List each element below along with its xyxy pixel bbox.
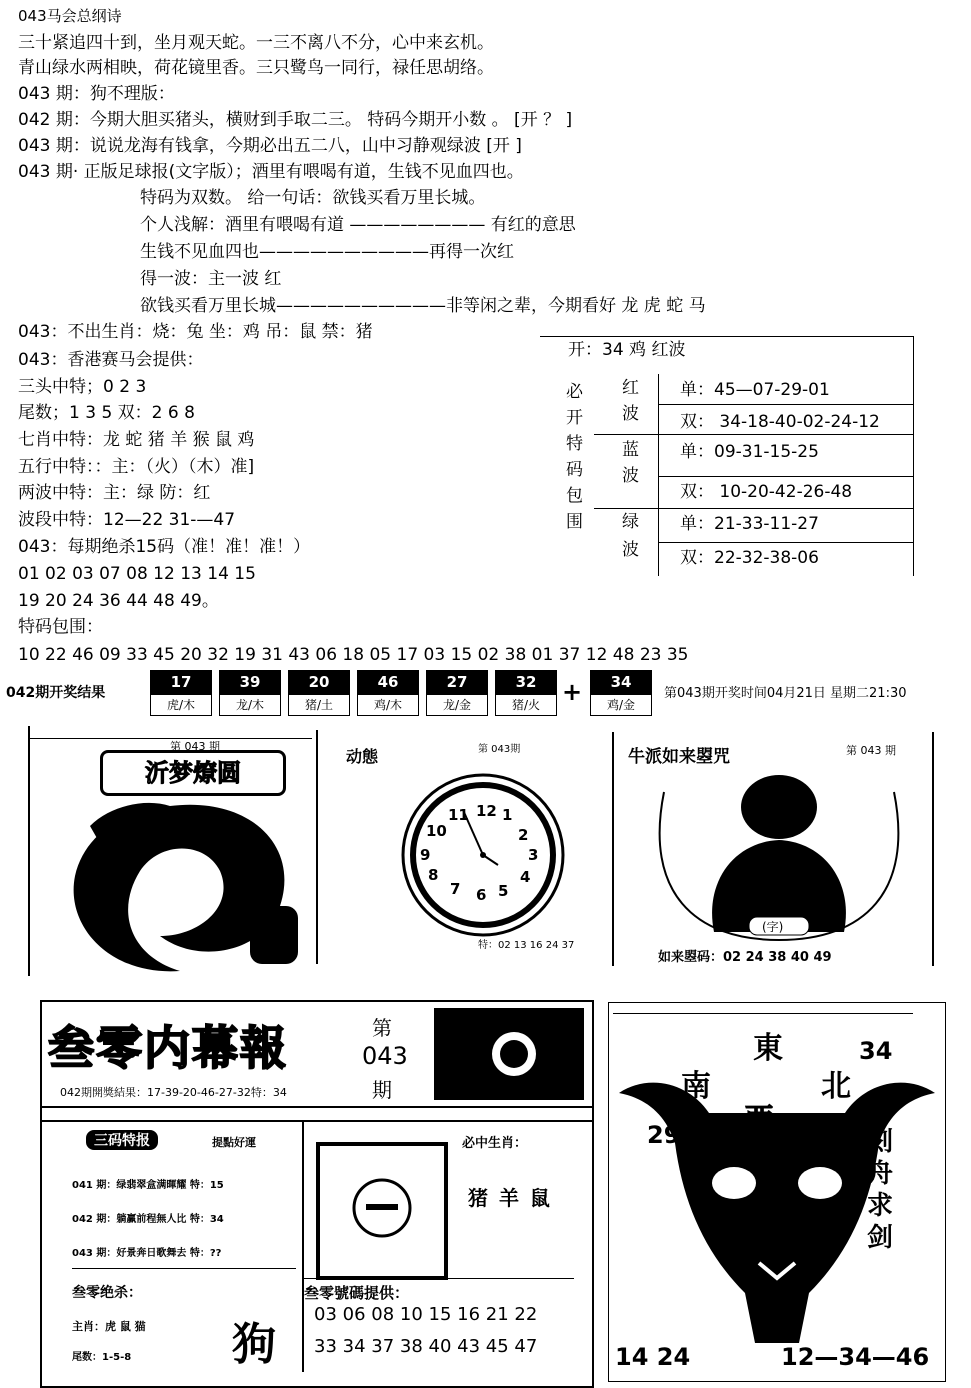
face-icon <box>320 1146 444 1276</box>
idiom-char-3: 求 <box>867 1191 894 1221</box>
panel-buddha <box>612 732 934 966</box>
pred-line-2: 043：香港赛马会提供： <box>18 350 204 370</box>
red-wave-label-1: 红 <box>622 378 639 398</box>
special-ball <box>590 670 652 716</box>
special-number-box <box>540 336 914 576</box>
blue-shuang: 双： 10-20-42-26-48 <box>680 482 853 502</box>
idiom-char-2: 舟 <box>867 1159 894 1189</box>
page-title: 043马会总纲诗 <box>18 7 122 25</box>
result-ball <box>219 670 281 716</box>
panel4-nums-row-2: 33 34 37 38 40 43 45 47 <box>314 1336 538 1357</box>
panel4-emblem-icon <box>434 1008 584 1100</box>
panel2-footer: 特：02 13 16 24 37 <box>478 940 575 951</box>
panel4-issue-num: 043 <box>362 1042 408 1070</box>
ball-number: 46 <box>357 670 419 694</box>
clock-num-5: 5 <box>498 882 509 900</box>
next-draw-time: 第043期开奖时间04月21日 星期二21:30 <box>664 686 907 701</box>
panel4-bullseye-value: 猪 羊 鼠 <box>468 1186 552 1210</box>
panel4-nums-row-1: 03 06 08 10 15 16 21 22 <box>314 1304 538 1325</box>
compass-east: 東 <box>753 1031 783 1066</box>
ball-zodiac: 鸡/木 <box>357 694 419 716</box>
result-ball <box>150 670 212 716</box>
result-ball <box>357 670 419 716</box>
panel-clock <box>316 730 604 964</box>
clock-num-7: 7 <box>450 880 461 898</box>
ball-number: 17 <box>150 670 212 694</box>
pred-line-9: 043：每期绝杀15码（准！准！准！） <box>18 537 311 557</box>
panel4-logo <box>434 1008 584 1100</box>
panel4-past-3: 043 期：好景奔日歌舞去 特：?? <box>72 1248 222 1259</box>
panel5-bottom-right: 12—34—46 <box>781 1343 930 1371</box>
result-ball <box>495 670 557 716</box>
panel5-num-34: 34 <box>859 1037 893 1065</box>
pred-line-5: 七肖中特：龙 蛇 猪 羊 猴 鼠 鸡 <box>18 430 255 450</box>
blue-wave-label-2: 波 <box>622 466 639 486</box>
compass-north: 北 <box>821 1069 851 1104</box>
pred-line-6: 五行中特：：主：（火）（木）准] <box>18 457 255 477</box>
pred-line-1: 043：不出生肖：烧：兔 坐：鸡 吊：鼠 禁：猪 <box>18 322 373 342</box>
ball-zodiac: 猪/土 <box>288 694 350 716</box>
hint-3: 生钱不见血四也——————————再得一次红 <box>140 242 514 262</box>
blue-wave-label-1: 蓝 <box>622 440 639 460</box>
vortex-icon <box>50 786 310 976</box>
hint-4: 得一波：主一波 红 <box>140 269 282 289</box>
clock-num-2: 2 <box>518 826 529 844</box>
buddha-icon <box>654 772 904 942</box>
panel3-badge: (字) <box>762 920 784 934</box>
panel4-kill-tail: 尾数：1-5-8 <box>72 1352 132 1363</box>
panel4-sub-right: 提點好運 <box>212 1136 256 1149</box>
clock-num-1: 1 <box>502 806 513 824</box>
panel4-face-box <box>316 1142 448 1280</box>
panel4-kill-zodiac: 主肖：虎 鼠 猫 <box>72 1320 146 1333</box>
panel1-issue: 第 043 期 <box>170 740 220 753</box>
clock-num-11: 11 <box>448 806 469 824</box>
poem-line-1: 三十紧追四十到，坐月观天蛇。一三不离八不分，心中来玄机。 <box>18 33 494 53</box>
riddle-043: 043 期：说说龙海有钱拿，今期必出五二八，山中习静观绿波 [开 ] <box>18 136 522 156</box>
compass-south: 南 <box>681 1069 711 1104</box>
riddle-043b: 043 期· 正版足球报(文字版）；酒里有喂喝有道，生钱不见血四也。 <box>18 162 524 182</box>
ball-zodiac: 虎/木 <box>150 694 212 716</box>
result-ball <box>288 670 350 716</box>
panel5-bottom-left: 14 24 <box>615 1343 691 1371</box>
ball-number: 27 <box>426 670 488 694</box>
green-wave-label-2: 波 <box>622 540 639 560</box>
kill-row-2: 19 20 24 36 44 48 49。 <box>18 591 219 611</box>
riddle-042: 042 期：今期大胆买猪头，横财到手取二三。 特码今期开小数 。 [开 ？ ] <box>18 110 573 130</box>
package-nums: 10 22 46 09 33 45 20 32 19 31 43 06 18 05 17 03 15 02 38 01 37 12 48 23 35 <box>18 645 689 665</box>
pred-line-3: 三头中特；0 2 3 <box>18 377 147 397</box>
panel1-title: 沂梦燎圆 <box>100 750 286 796</box>
side-label-1: 必 <box>566 382 583 402</box>
pred-line-8: 波段中特：12—22 31-—47 <box>18 510 236 530</box>
panel-vortex <box>28 726 312 976</box>
ball-number: 20 <box>288 670 350 694</box>
clock-icon <box>378 770 578 940</box>
bull-skull-icon <box>609 1063 945 1353</box>
panel5-num-29: 29 <box>647 1121 681 1149</box>
red-dan: 单：45—07-29-01 <box>680 380 830 400</box>
poem-line-2: 青山绿水两相映，荷花镜里香。三只鹭鸟一同行，禄任思胡络。 <box>18 58 494 78</box>
panel4-results-line: 042期開獎結果：17-39-20-46-27-32特：34 <box>60 1086 287 1099</box>
compass-west: 西 <box>745 1102 774 1135</box>
side-label-4: 码 <box>566 460 583 480</box>
panel4-kill-title: 叁零绝杀： <box>72 1285 142 1301</box>
panel4-sub-left: 三码特报 <box>86 1130 158 1150</box>
version-title: 043 期：狗不理版： <box>18 84 175 104</box>
hint-5: 欲钱买看万里长城——————————非等闲之辈，今期看好 龙 虎 蛇 马 <box>140 296 706 316</box>
idiom-char-1: 刻 <box>867 1127 894 1157</box>
panel4-issue-prefix: 第 <box>372 1016 392 1040</box>
panel-insider-report <box>40 1000 594 1388</box>
panel4-nums-title: 叁零號碼提供： <box>304 1284 410 1302</box>
ball-number: 39 <box>219 670 281 694</box>
results-label: 042期开奖结果 <box>6 685 106 701</box>
red-shuang: 双： 34-18-40-02-24-12 <box>680 412 880 432</box>
green-dan: 单：21-33-11-27 <box>680 514 819 534</box>
clock-num-10: 10 <box>426 822 447 840</box>
panel4-issue-suffix: 期 <box>372 1078 392 1102</box>
blue-dan: 单：09-31-15-25 <box>680 442 819 462</box>
clock-num-4: 4 <box>520 868 531 886</box>
ball-number: 32 <box>495 670 557 694</box>
red-wave-label-2: 波 <box>622 404 639 424</box>
ball-zodiac: 龙/木 <box>219 694 281 716</box>
hint-2: 个人浅解：酒里有喂喝有道 ———————— 有红的意思 <box>140 215 576 235</box>
plus-sign: + <box>562 678 583 706</box>
ball-zodiac: 猪/火 <box>495 694 557 716</box>
kai-header: 开：34 鸡 红波 <box>568 340 686 360</box>
pred-line-7: 两波中特：主：绿 防：红 <box>18 483 211 503</box>
panel3-issue: 第 043 期 <box>846 744 896 757</box>
clock-num-12: 12 <box>476 802 497 820</box>
kill-row-1: 01 02 03 07 08 12 13 14 15 <box>18 564 256 584</box>
side-label-3: 特 <box>566 434 583 454</box>
green-wave-label-1: 绿 <box>622 512 639 532</box>
hint-1: 特码为双数。 给一句话：欲钱买看万里长城。 <box>140 188 486 208</box>
result-ball <box>426 670 488 716</box>
panel3-footer: 如来曌码：02 24 38 40 49 <box>658 950 832 965</box>
green-shuang: 双：22-32-38-06 <box>680 548 819 568</box>
clock-num-6: 6 <box>476 886 487 904</box>
panel4-big-char: 狗 <box>232 1319 276 1370</box>
panel2-issue: 第 043期 <box>478 744 521 755</box>
idiom-char-4: 剑 <box>867 1223 894 1253</box>
ball-zodiac: 龙/金 <box>426 694 488 716</box>
package-title: 特码包围： <box>18 617 103 637</box>
ball-zodiac: 鸡/金 <box>590 694 652 716</box>
panel3-title: 牛派如来曌咒 <box>628 747 730 767</box>
panel4-past-1: 041 期：绿翡翠盒满暉耀 特：15 <box>72 1180 224 1191</box>
panel4-past-2: 042 期：躺赢前程無人比 特：34 <box>72 1214 224 1225</box>
clock-num-8: 8 <box>428 866 439 884</box>
panel2-title: 动態 <box>346 747 379 766</box>
clock-num-3: 3 <box>528 846 539 864</box>
panel4-left-column <box>72 1122 304 1372</box>
side-label-6: 围 <box>566 512 583 532</box>
ball-number: 34 <box>590 670 652 694</box>
panel4-title: 叁零内幕報 <box>48 1021 288 1075</box>
side-label-5: 包 <box>566 486 583 506</box>
panel-bull-skull <box>608 1002 946 1382</box>
pred-line-4: 尾数；1 3 5 双：2 6 8 <box>18 403 195 423</box>
clock-num-9: 9 <box>420 846 431 864</box>
side-label-2: 开 <box>566 408 583 428</box>
panel4-bullseye-label: 必中生肖： <box>462 1136 528 1151</box>
